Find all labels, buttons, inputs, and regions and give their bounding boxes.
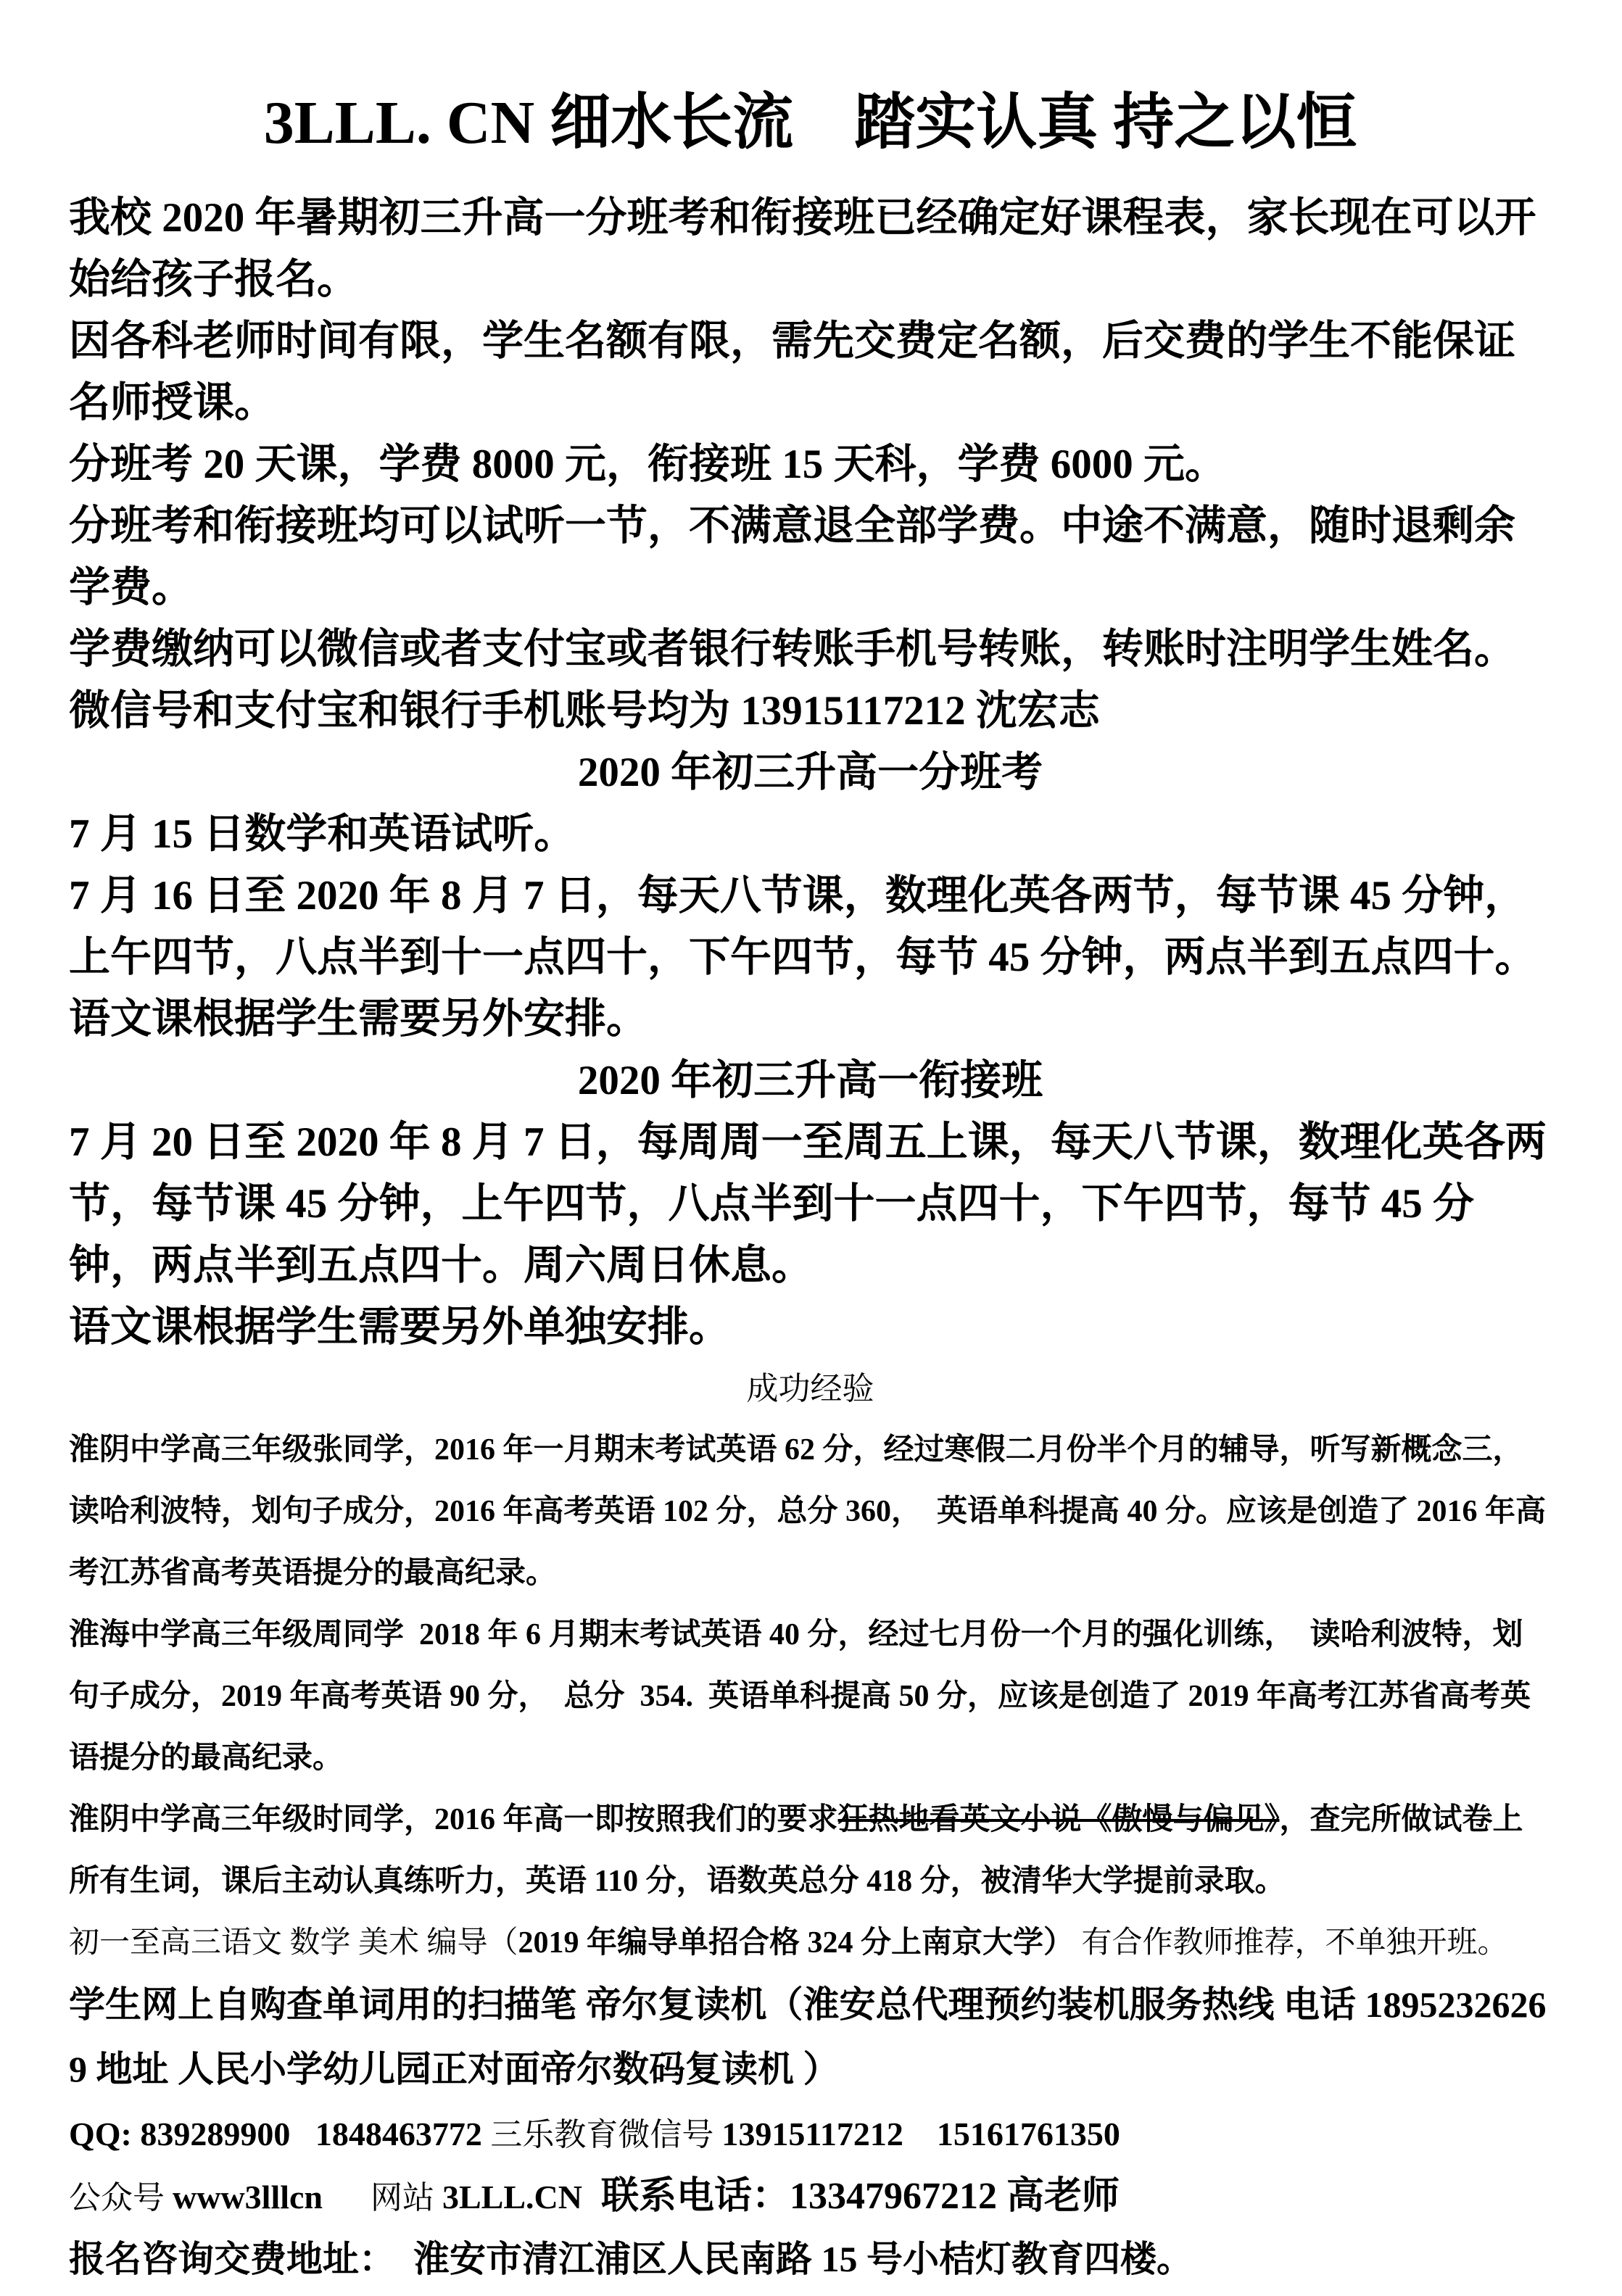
bridge-class-heading: 2020 年初三升高一衔接班	[577, 1058, 1043, 1103]
success-p4-biandao-result: 2019 年编导单招合格 324 分上南京大学）	[518, 1926, 1075, 1960]
address-line	[69, 2229, 1552, 2290]
bridge-class-p2: 语文课根据学生需要另外单独安排。	[69, 1304, 730, 1350]
page-title: 3LLL. CN 细水长流 踏实认真 持之以恒	[263, 89, 1357, 157]
placement-exam-p1: 7 月 15 日数学和英语试听。	[69, 811, 576, 857]
official-account-value: www3lllcn	[173, 2179, 323, 2216]
intro-p5: 学费缴纳可以微信或者支付宝或者银行转账手机号转账，转账时注明学生姓名。	[69, 626, 1515, 672]
bridge-class-p1: 7 月 20 日至 2020 年 8 月 7 日，每周周一至周五上课，每天八节课，数理化英各两节，每节课 45 分钟，上午四节，八点半到十一点四十，下午四节，每节 45 分钟，两点半到五点四十。周六周日休息。	[69, 1119, 1547, 1288]
intro-p1: 我校 2020 年暑期初三升高一分班考和衔接班已经确定好课程表，家长现在可以开始给孩子报名。	[69, 195, 1536, 302]
intro-p4: 分班考和衔接班均可以试听一节，不满意退全部学费。中途不满意，随时退剩余学费。	[69, 503, 1515, 610]
official-account-label: 公众号	[69, 2180, 173, 2216]
qq-wechat-line	[69, 2103, 1552, 2166]
success-p3-before: 淮阴中学高三年级时同学，2016 年高一即按照我们的要求	[69, 1803, 838, 1836]
address-label: 报名咨询交费地址：	[69, 2239, 413, 2279]
wechat-label: 三乐教育微信号	[490, 2117, 722, 2152]
qq-numbers: QQ: 839289900 1848463772	[69, 2115, 491, 2152]
success-p3-strikethrough: 狂热地看英文小说《傲慢与偏见》	[837, 1803, 1280, 1836]
success-heading: 成功经验	[746, 1371, 874, 1406]
success-p1: 淮阴中学高三年级张同学，2016 年一月期末考试英语 62 分，经过寒假二月份半个月的辅导，听写新概念三，读哈利波特，划句子成分，2016 年高考英语 102 分，总分 360， 英语单科提高 40 分。应该是创造了 2016 年高考江苏省高考英语提分的最高纪录。	[69, 1433, 1547, 1590]
placement-exam-heading: 2020 年初三升高一分班考	[577, 750, 1043, 795]
website-label: 网站	[323, 2180, 442, 2216]
contact-phone: 联系电话：13347967212 高老师	[582, 2176, 1120, 2217]
wechat-numbers: 13915117212 15161761350	[721, 2115, 1120, 2152]
placement-exam-p3: 语文课根据学生需要另外安排。	[69, 996, 647, 1042]
success-p3-after: ，查完所做试卷上所有生词，课后主动认真练听力，英语 110 分，语数英总分 418 分，被清华大学提前录取。	[69, 1803, 1523, 1898]
intro-p3: 分班考 20 天课，学费 8000 元，衔接班 15 天科，学费 6000 元。	[69, 442, 1226, 487]
placement-exam-p2: 7 月 16 日至 2020 年 8 月 7 日，每天八节课，数理化英各两节，每节课 45 分钟，上午四节，八点半到十一点四十，下午四节，每节 45 分钟，两点半到五点四十。	[69, 873, 1536, 980]
intro-p6: 微信号和支付宝和银行手机账号均为 13915117212 沈宏志	[69, 688, 1100, 734]
success-p2: 淮海中学高三年级周同学 2018 年 6 月期末考试英语 40 分，经过七月份一个月的强化训练， 读哈利波特，划句子成分，2019 年高考英语 90 分， 总分 354. 英语单科提高 50 分，应该是创造了 2019 年高考江苏省高考英语提分的最高纪录。	[69, 1618, 1531, 1775]
success-p4-note: 有合作教师推荐，不单独开班。	[1074, 1926, 1523, 1960]
website-value: 3LLL.CN	[442, 2179, 582, 2216]
address-value: 淮安市清江浦区人民南路 15 号小桔灯教育四楼。	[413, 2239, 1193, 2279]
success-p4-scanner-pen: 学生网上自购查单词用的扫描笔 帝尔复读机（淮安总代理预约装机服务热线 电话 18952326269 地址 人民小学幼儿园正对面帝尔数码复读机 ）	[69, 1984, 1547, 2089]
success-p3	[69, 1789, 1552, 1912]
intro-p2: 因各科老师时间有限，学生名额有限，需先交费定名额，后交费的学生不能保证名师授课。	[69, 318, 1515, 426]
success-p4-courses: 初一至高三语文 数学 美术 编导（	[69, 1926, 518, 1960]
official-account-line	[69, 2166, 1552, 2229]
success-p4	[69, 1912, 1552, 2103]
